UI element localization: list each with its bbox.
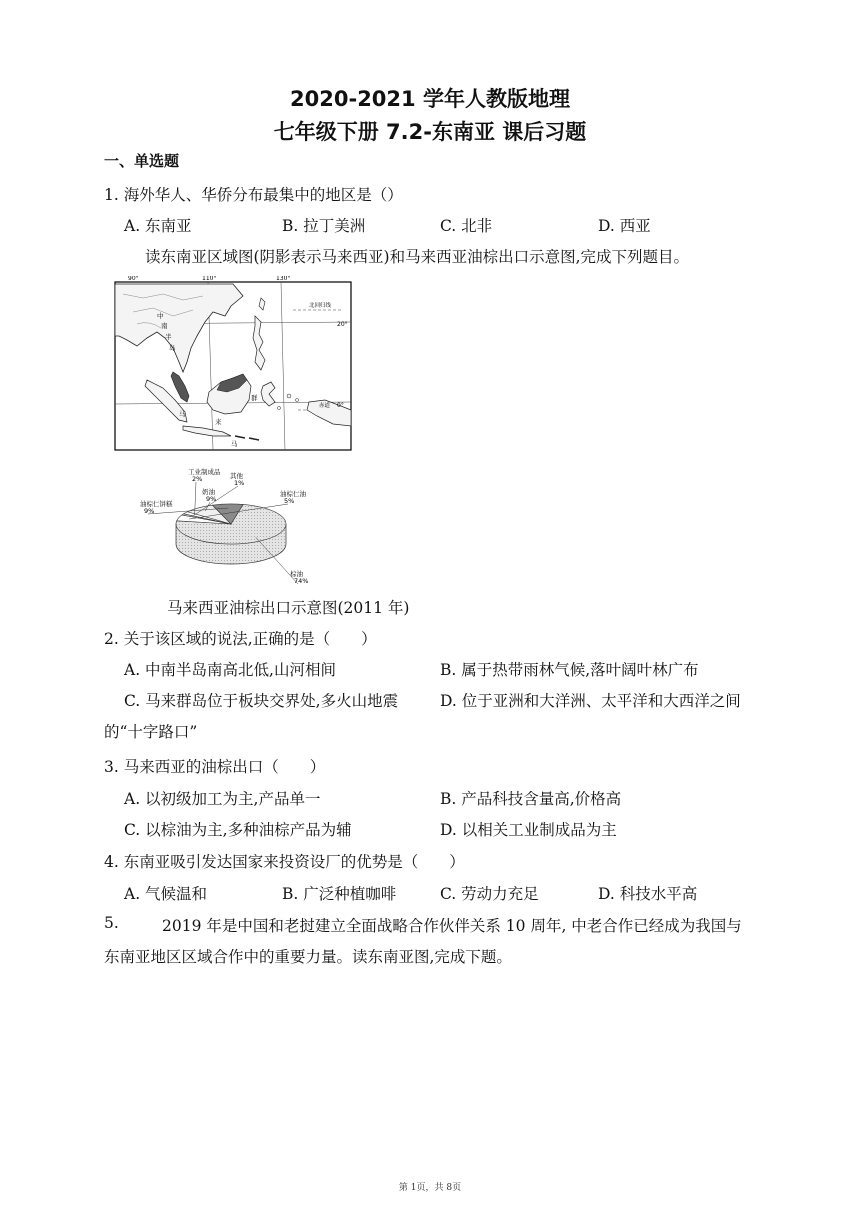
pie-label-5: 油棕仁饼糕 [140, 500, 173, 508]
section-heading: 一、单选题 [104, 152, 180, 170]
question-5-line1: 2019 年是中国和老挝建立全面战略合作伙伴关系 10 周年, 中老合作已经成为我国与 [162, 917, 742, 935]
oil-palm-export-pie-chart [130, 466, 320, 584]
pie-value-label-1: 5% [284, 497, 295, 505]
pie-label-0: 棕油 [290, 570, 303, 578]
map-lat-label-0: 0° [337, 402, 344, 409]
pie-value-label-5: 9% [144, 507, 155, 515]
pie-value-label-2: 1% [234, 479, 245, 487]
question-3-option-c: C. 以棕油为主,多种油棕产品为辅 [124, 821, 352, 839]
map-lat-label-20: 20° [337, 321, 348, 328]
question-3-stem: 3. 马来西亚的油棕出口（ ） [104, 758, 326, 776]
question-2-stem: 2. 关于该区域的说法,正确的是（ ） [104, 630, 377, 648]
question-1-stem: 1. 海外华人、华侨分布最集中的地区是（） [104, 186, 403, 204]
question-2-option-b: B. 属于热带雨林气候,落叶阔叶林广布 [440, 661, 699, 679]
map-lon-label-90: 90° [128, 276, 139, 282]
document-title-line2: 七年级下册 7.2-东南亚 课后习题 [273, 120, 587, 144]
document-title-line1: 2020-2021 学年人教版地理 [290, 87, 570, 111]
map-place-char: 来 [215, 418, 222, 426]
pie-label-3: 工业制成品 [188, 468, 221, 476]
question-4-option-b: B. 广泛种植咖啡 [282, 885, 397, 903]
question-5-number: 5. [104, 914, 119, 932]
question-2-option-c: C. 马来群岛位于板块交界处,多火山地震 [124, 692, 399, 710]
figure-caption: 马来西亚油棕出口示意图(2011 年) [167, 599, 410, 617]
map-place-char: 南 [161, 322, 168, 330]
pie-value-label-3: 2% [192, 475, 203, 483]
pie-label-2: 其他 [230, 472, 243, 480]
pie-label-4: 奶油 [202, 488, 215, 496]
question-5-line2: 东南亚地区区域合作中的重要力量。读东南亚图,完成下题。 [104, 948, 512, 966]
question-3-option-a: A. 以初级加工为主,产品单一 [124, 790, 321, 808]
question-2-option-d: D. 位于亚洲和大洋洲、太平洋和大西洋之间 [440, 692, 741, 710]
map-place-char: 岛 [169, 344, 176, 352]
page-footer: 第 1页，共 8页 [398, 1183, 462, 1193]
map-place-char: 半 [165, 333, 172, 341]
question-1-option-c: C. 北非 [440, 217, 493, 235]
question-3-option-d: D. 以相关工业制成品为主 [440, 821, 617, 839]
pie-value-label-0: 74% [294, 577, 309, 584]
question-4-option-d: D. 科技水平高 [598, 885, 698, 903]
question-4-option-a: A. 气候温和 [124, 885, 208, 903]
question-2-option-c-continuation: 的“十字路口” [104, 723, 198, 741]
pie-value-label-4: 9% [206, 495, 217, 503]
material-intro: 读东南亚区域图(阴影表示马来西亚)和马来西亚油棕出口示意图,完成下列题目。 [145, 248, 690, 266]
map-lon-label-130: 130° [276, 276, 291, 282]
question-1-option-b: B. 拉丁美洲 [282, 217, 366, 235]
map-place-char: 马 [179, 410, 186, 418]
map-place-char: 群 [251, 394, 258, 402]
map-place-char: 中 [157, 312, 164, 320]
question-4-stem: 4. 东南亚吸引发达国家来投资设厂的优势是（ ） [104, 853, 465, 871]
map-place-char: 马 [231, 440, 238, 448]
pie-label-1: 油棕仁油 [280, 490, 306, 498]
question-2-option-a: A. 中南半岛南高北低,山河相间 [124, 661, 336, 679]
question-1-option-d: D. 西亚 [598, 217, 651, 235]
question-1-option-a: A. 东南亚 [124, 217, 192, 235]
question-4-option-c: C. 劳动力充足 [440, 885, 539, 903]
map-equator-label: 赤道 [319, 403, 331, 409]
question-3-option-b: B. 产品科技含量高,价格高 [440, 790, 622, 808]
map-tropic-label: 北回归线 [309, 303, 332, 309]
southeast-asia-map [113, 276, 353, 456]
map-lon-label-110: 110° [202, 276, 217, 282]
